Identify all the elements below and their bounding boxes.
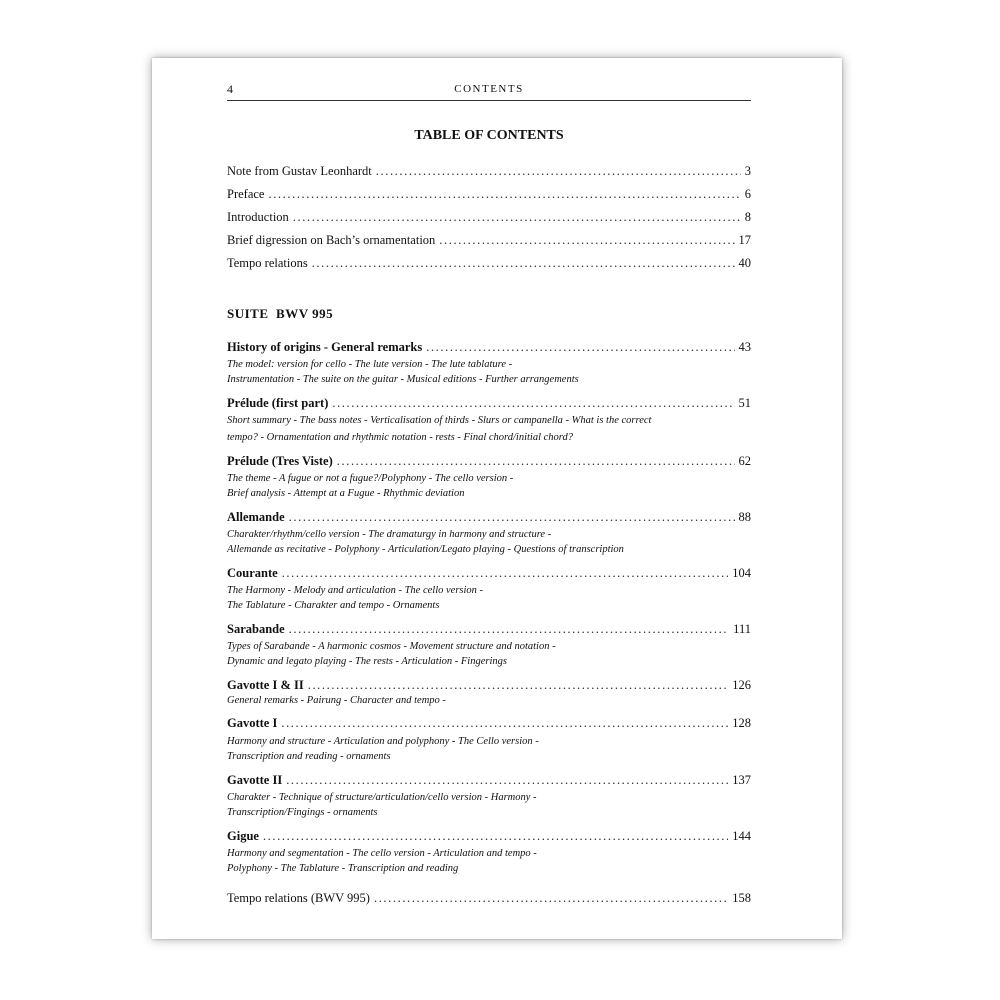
dot-leader [268, 186, 740, 203]
toc-chapter-page: 111 [733, 622, 751, 636]
toc-chapter[interactable] [227, 828, 751, 845]
chapter-description: tempo? - Ornamentation and rhythmic notation - rests - Final chord/initial chord? [227, 432, 573, 443]
toc-chapter-page: 104 [732, 566, 751, 580]
toc-entry-page: 158 [732, 891, 751, 905]
dot-leader [282, 565, 729, 582]
toc-chapter-label: Gavotte II [227, 773, 283, 787]
toc-entry-label: Introduction [227, 210, 289, 224]
chapter-description: Polyphony - The Tablature - Transcription and reading [227, 863, 459, 874]
toc-chapter[interactable] [227, 509, 751, 526]
chapter-description: Allemande as recitative - Polyphony - Articulation/Legato playing - Questions of transcription [227, 544, 624, 555]
toc-chapter-page: 51 [738, 396, 751, 410]
chapter-description: Transcription and reading - ornaments [227, 751, 391, 762]
toc-entry[interactable] [227, 186, 751, 203]
toc-chapter-label: Gavotte I & II [227, 678, 304, 692]
chapter-description: Charakter - Technique of structure/articulation/cello version - Harmony - [227, 792, 537, 803]
page-title: TABLE OF CONTENTS [414, 128, 564, 143]
toc-entry-page: 6 [744, 187, 751, 201]
toc-chapter[interactable] [227, 677, 751, 694]
toc-chapter-page: 88 [738, 510, 751, 524]
toc-entry[interactable] [227, 890, 751, 907]
toc-chapter-label: Prélude (first part) [227, 396, 329, 410]
toc-entry-label: Brief digression on Bach’s ornamentation [227, 233, 436, 247]
toc-entry[interactable] [227, 232, 751, 249]
toc-chapter[interactable] [227, 621, 751, 638]
toc-chapter[interactable] [227, 772, 751, 789]
toc-entry-page: 8 [744, 210, 751, 224]
toc-chapter-page: 43 [738, 340, 751, 354]
toc-chapter-page: 128 [732, 716, 751, 730]
dot-leader [439, 232, 734, 249]
dot-leader [308, 677, 729, 694]
page-number: 4 [227, 82, 233, 96]
toc-chapter-page: 137 [732, 773, 751, 787]
chapter-description: Types of Sarabande - A harmonic cosmos - Movement structure and notation - [227, 641, 556, 652]
toc-entry-label: Preface [227, 187, 265, 201]
chapter-description: Instrumentation - The suite on the guitar - Musical editions - Further arrangements [227, 374, 579, 385]
dot-leader [289, 621, 730, 638]
dot-leader [263, 828, 728, 845]
toc-chapter-label: Sarabande [227, 622, 285, 636]
toc-chapter-label: Gavotte I [227, 716, 278, 730]
dot-leader [293, 209, 741, 226]
toc-chapter[interactable] [227, 339, 751, 356]
toc-chapter-label: Allemande [227, 510, 285, 524]
toc-entry[interactable] [227, 209, 751, 226]
toc-entry-page: 17 [738, 233, 751, 247]
toc-chapter-label: History of origins - General remarks [227, 340, 423, 354]
toc-chapter-page: 62 [738, 454, 751, 468]
chapter-description: Charakter/rhythm/cello version - The dramaturgy in harmony and structure - [227, 529, 552, 540]
toc-chapter-label: Prélude (Tres Viste) [227, 454, 333, 468]
chapter-description: The theme - A fugue or not a fugue?/Polyphony - The cello version - [227, 473, 514, 484]
dot-leader [312, 255, 735, 272]
toc-chapter[interactable] [227, 715, 751, 732]
dot-leader [376, 163, 741, 180]
toc-chapter-page: 126 [732, 678, 751, 692]
chapter-description: Harmony and structure - Articulation and polyphony - The Cello version - [227, 736, 539, 747]
toc-entry-page: 40 [738, 256, 751, 270]
chapter-description: Transcription/Fingings - ornaments [227, 807, 378, 818]
toc-chapter-label: Courante [227, 566, 278, 580]
toc-entry[interactable] [227, 255, 751, 272]
toc-chapter-page: 144 [732, 829, 751, 843]
dot-leader [332, 395, 734, 412]
dot-leader [289, 509, 735, 526]
dot-leader [281, 715, 728, 732]
toc-chapter[interactable] [227, 395, 751, 412]
toc-entry-label: Tempo relations [227, 256, 308, 270]
toc-chapter[interactable] [227, 453, 751, 470]
toc-chapter[interactable] [227, 565, 751, 582]
chapter-description: General remarks - Pairung - Character and tempo - [227, 695, 446, 706]
chapter-description: Brief analysis - Attempt at a Fugue - Rhythmic deviation [227, 488, 465, 499]
toc-chapter-label: Gigue [227, 829, 259, 843]
toc-entry-page: 3 [744, 164, 751, 178]
running-title: CONTENTS [454, 83, 524, 95]
chapter-description: Dynamic and legato playing - The rests - Articulation - Fingerings [227, 656, 507, 667]
dot-leader [337, 453, 735, 470]
toc-entry[interactable] [227, 163, 751, 180]
chapter-description: Harmony and segmentation - The cello version - Articulation and tempo - [227, 848, 537, 859]
section-heading: SUITE BWV 995 [227, 306, 334, 321]
chapter-description: The model: version for cello - The lute version - The lute tablature - [227, 359, 513, 370]
chapter-description: Short summary - The bass notes - Verticalisation of thirds - Slurs or campanella - What is the correct [227, 415, 652, 426]
toc-entry-label: Note from Gustav Leonhardt [227, 164, 372, 178]
toc-entry-label: Tempo relations (BWV 995) [227, 891, 370, 905]
running-header [227, 82, 751, 101]
dot-leader [286, 772, 728, 789]
chapter-description: The Tablature - Charakter and tempo - Ornaments [227, 600, 440, 611]
dot-leader [426, 339, 734, 356]
book-page [152, 58, 842, 939]
dot-leader [374, 890, 728, 907]
chapter-description: The Harmony - Melody and articulation - The cello version - [227, 585, 484, 596]
